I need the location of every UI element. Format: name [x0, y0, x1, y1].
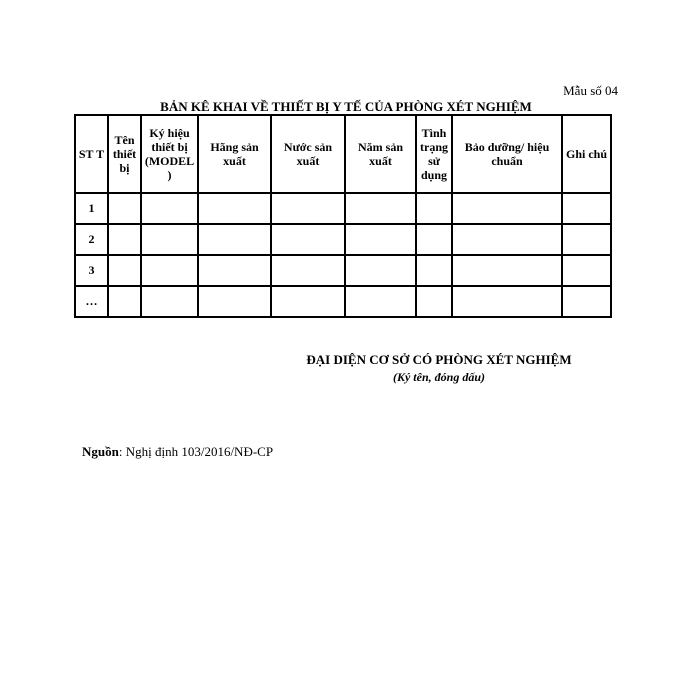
- header-status: Tình trạng sử dụng: [416, 115, 452, 193]
- table-row: [75, 224, 611, 255]
- row-number: 2: [75, 224, 108, 255]
- table-cell[interactable]: [452, 224, 562, 255]
- table-cell[interactable]: [271, 224, 345, 255]
- table-cell[interactable]: [198, 193, 271, 224]
- row-number: 3: [75, 255, 108, 286]
- table-cell[interactable]: [271, 286, 345, 317]
- equipment-table: [74, 114, 612, 318]
- table-cell[interactable]: [141, 224, 198, 255]
- table-cell[interactable]: [416, 255, 452, 286]
- table-cell[interactable]: [108, 286, 141, 317]
- table-cell[interactable]: [198, 255, 271, 286]
- table-cell[interactable]: [198, 224, 271, 255]
- table-cell[interactable]: [452, 193, 562, 224]
- header-device-name: Tên thiết bị: [108, 115, 141, 193]
- signature-heading: ĐẠI DIỆN CƠ SỞ CÓ PHÒNG XÉT NGHIỆM: [306, 352, 572, 367]
- header-stt: ST T: [75, 115, 108, 193]
- table-cell[interactable]: [141, 255, 198, 286]
- signature-note: (Ký tên, đóng dấu): [392, 370, 485, 384]
- table-cell[interactable]: [198, 286, 271, 317]
- header-manufacturer: Hãng sản xuất: [198, 115, 271, 193]
- header-notes: Ghi chú: [562, 115, 611, 193]
- table-cell[interactable]: [562, 193, 611, 224]
- signature-block: [296, 352, 582, 385]
- table-cell[interactable]: [345, 255, 416, 286]
- table-cell[interactable]: [141, 193, 198, 224]
- source-label: Nguồn: [82, 444, 119, 459]
- table-cell[interactable]: [562, 224, 611, 255]
- table-cell[interactable]: [271, 193, 345, 224]
- header-model: Ký hiệu thiết bị (MODEL ): [141, 115, 198, 193]
- table-cell[interactable]: [271, 255, 345, 286]
- form-number: Mẫu số 04: [563, 83, 618, 98]
- table-cell[interactable]: [141, 286, 198, 317]
- table-row: [75, 193, 611, 224]
- table-row: [75, 286, 611, 317]
- header-year: Năm sản xuất: [345, 115, 416, 193]
- table-cell[interactable]: [416, 224, 452, 255]
- document-title: BẢN KÊ KHAI VỀ THIẾT BỊ Y TẾ CỦA PHÒNG XÉT NGHIỆM: [160, 99, 532, 114]
- table-cell[interactable]: [108, 193, 141, 224]
- table-cell[interactable]: [345, 286, 416, 317]
- row-number: 1: [75, 193, 108, 224]
- table-cell[interactable]: [108, 224, 141, 255]
- table-cell[interactable]: [416, 286, 452, 317]
- table-cell[interactable]: [562, 286, 611, 317]
- row-number: …: [75, 286, 108, 317]
- table-row: [75, 255, 611, 286]
- header-country: Nước sản xuất: [271, 115, 345, 193]
- source-line: [82, 444, 273, 460]
- table-cell[interactable]: [452, 255, 562, 286]
- header-maintenance: Bảo dưỡng/ hiệu chuẩn: [452, 115, 562, 193]
- table-cell[interactable]: [452, 286, 562, 317]
- source-text: : Nghị định 103/2016/NĐ-CP: [118, 444, 274, 459]
- table-cell[interactable]: [345, 193, 416, 224]
- table-cell[interactable]: [562, 255, 611, 286]
- table-cell[interactable]: [345, 224, 416, 255]
- table-header-row: [75, 115, 611, 193]
- table-cell[interactable]: [416, 193, 452, 224]
- table-cell[interactable]: [108, 255, 141, 286]
